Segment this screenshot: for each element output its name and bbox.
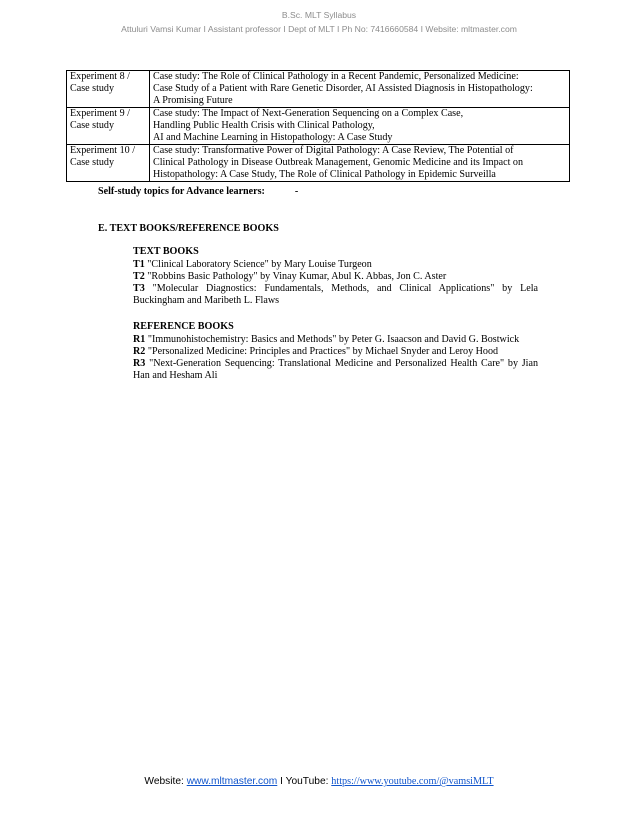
footer-website-label: Website: xyxy=(144,776,187,787)
experiment-type: Case study xyxy=(70,157,115,168)
footer-separator: I YouTube: xyxy=(277,776,332,787)
experiment-label-cell xyxy=(67,108,150,145)
experiment-description-cell xyxy=(150,145,570,182)
description-line: Case study: The Role of Clinical Pathology in a Recent Pandemic, Personalized Medicine: xyxy=(153,71,519,82)
book-code: T3 xyxy=(133,283,145,294)
book-code: R3 xyxy=(133,358,146,369)
experiment-description-cell xyxy=(150,71,570,108)
description-line: Case Study of a Patient with Rare Genetic Disorder, AI Assisted Diagnosis in Histopathology: xyxy=(153,83,533,94)
book-code: R1 xyxy=(133,334,146,345)
table-row xyxy=(67,108,570,145)
list-item xyxy=(133,358,538,382)
self-study-label: Self-study topics for Advance learners xyxy=(98,186,262,197)
book-title: "Clinical Laboratory Science" by Mary Louise Turgeon xyxy=(144,259,372,270)
header-title: B.Sc. MLT Syllabus xyxy=(281,10,357,20)
list-item xyxy=(133,259,538,271)
list-item xyxy=(133,271,538,283)
section-title: E. TEXT BOOKS/REFERENCE BOOKS xyxy=(98,223,279,234)
self-study-colon: : xyxy=(261,186,265,197)
table-row xyxy=(67,145,570,182)
text-books-heading: TEXT BOOKS xyxy=(133,246,199,257)
book-code: R2 xyxy=(133,346,146,357)
page-footer xyxy=(0,776,638,787)
reference-books-heading: REFERENCE BOOKS xyxy=(133,321,234,332)
experiments-table xyxy=(66,70,570,182)
experiment-description-cell xyxy=(150,108,570,145)
description-line: Case study: The Impact of Next-Generation Sequencing on a Complex Case, xyxy=(153,108,464,119)
description-line: Histopathology: A Case Study, The Role of Clinical Pathology in Epidemic Surveilla xyxy=(153,169,496,180)
experiment-type: Case study xyxy=(70,83,115,94)
book-code: T2 xyxy=(133,271,145,282)
page-header xyxy=(0,8,638,36)
experiment-label-cell xyxy=(67,145,150,182)
table-row xyxy=(67,71,570,108)
experiment-label: Experiment 8 / xyxy=(70,71,130,82)
youtube-link[interactable]: https://www.youtube.com/@vamsiMLT xyxy=(331,776,494,787)
header-author-line: Attuluri Vamsi Kumar I Assistant professor I Dept of MLT I Ph No: 7416660584 I Website: mltmaster.com xyxy=(121,24,517,34)
reference-books-section xyxy=(133,321,538,382)
list-item xyxy=(133,346,538,358)
description-line: AI and Machine Learning in Histopathology: A Case Study xyxy=(153,132,393,143)
description-line: A Promising Future xyxy=(153,95,233,106)
book-title: "Personalized Medicine: Principles and Practices" by Michael Snyder and Leroy Hood xyxy=(145,346,499,357)
book-code: T1 xyxy=(133,259,145,270)
book-title: "Robbins Basic Pathology" by Vinay Kumar, Abul K. Abbas, Jon C. Aster xyxy=(144,271,447,282)
list-item xyxy=(133,334,538,346)
self-study-value: - xyxy=(294,186,299,197)
website-link[interactable]: www.mltmaster.com xyxy=(186,776,278,787)
book-title: "Next-Generation Sequencing: Translational Medicine and Personalized Health Care" by Jian Han and Hesham Ali xyxy=(133,358,538,381)
text-books-section xyxy=(133,246,538,307)
description-line: Case study: Transformative Power of Digital Pathology: A Case Review, The Potential of xyxy=(153,145,514,156)
experiment-type: Case study xyxy=(70,120,115,131)
self-study-line xyxy=(98,186,298,197)
list-item xyxy=(133,283,538,307)
experiment-label: Experiment 9 / xyxy=(70,108,130,119)
experiment-label: Experiment 10 / xyxy=(70,145,136,156)
description-line: Clinical Pathology in Disease Outbreak Management, Genomic Medicine and its Impact on xyxy=(153,157,524,168)
experiment-label-cell xyxy=(67,71,150,108)
book-title: "Immunohistochemistry: Basics and Methods" by Peter G. Isaacson and David G. Bostwick xyxy=(145,334,520,345)
book-title: "Molecular Diagnostics: Fundamentals, Methods, and Clinical Applications" by Lela Buckingham and Maribeth L. Flaws xyxy=(133,283,538,306)
description-line: Handling Public Health Crisis with Clinical Pathology, xyxy=(153,120,375,131)
